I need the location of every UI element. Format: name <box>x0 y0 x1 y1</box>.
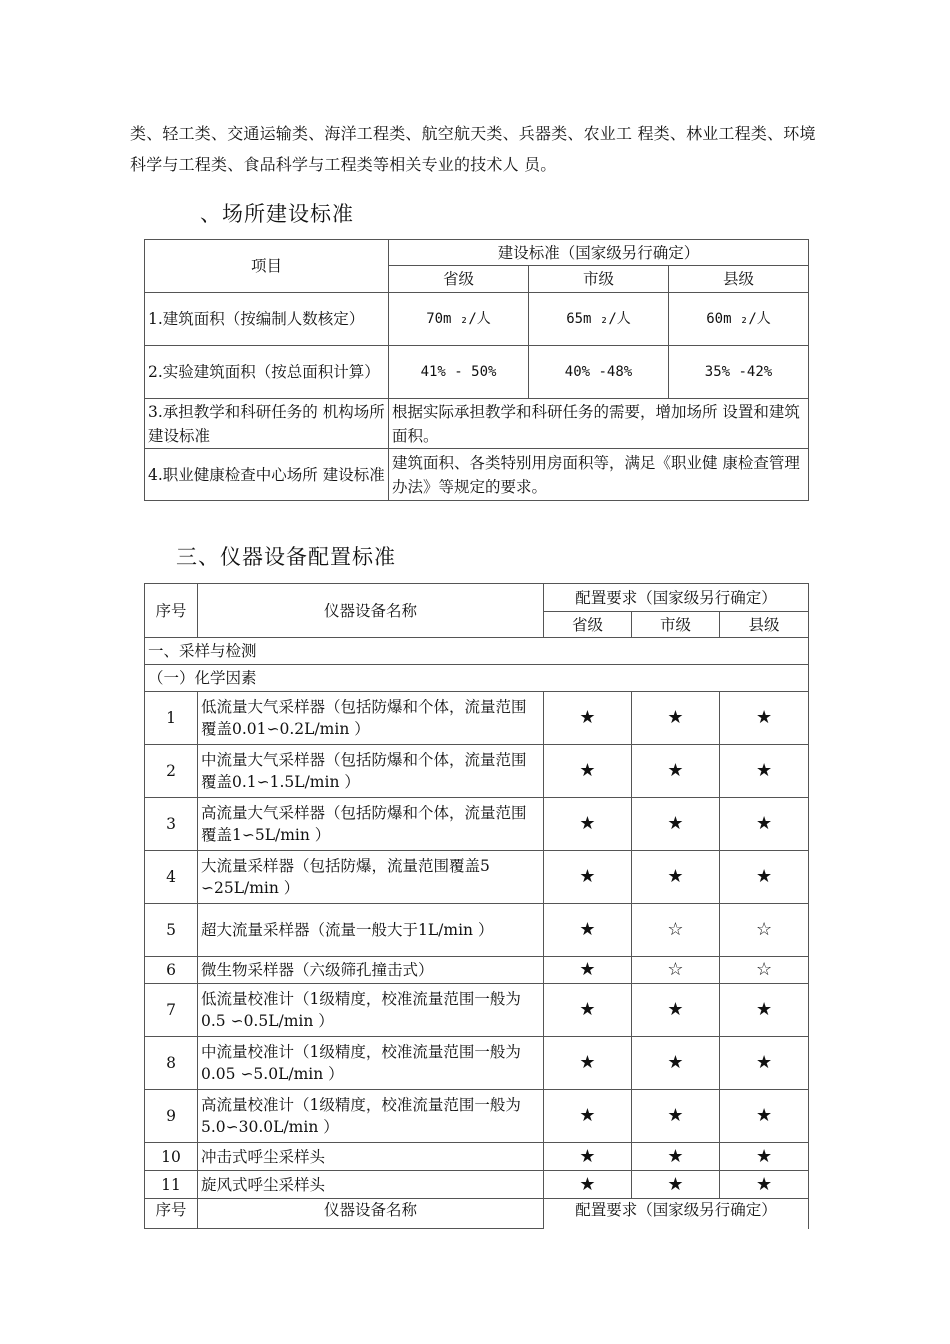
row-province-mark: ★ <box>544 1037 632 1090</box>
row-item: 3.承担教学和科研任务的 机构场所建设标准 <box>145 399 389 449</box>
header-county: 县级 <box>720 612 809 638</box>
footer-name: 仪器设备名称 <box>198 1199 544 1229</box>
group-row <box>145 638 809 665</box>
row-no: 2 <box>145 745 198 798</box>
row-county-mark: ☆ <box>720 957 809 984</box>
row-name: 高流量大气采样器（包括防爆和个体，流量范围覆盖1∽5L/min ） <box>198 798 544 851</box>
row-county-mark: ★ <box>720 1171 809 1199</box>
header-province: 省级 <box>389 266 529 293</box>
row-province-mark: ★ <box>544 957 632 984</box>
row-no: 6 <box>145 957 198 984</box>
row-province-mark: ★ <box>544 1171 632 1199</box>
table-row <box>145 1143 809 1171</box>
header-city: 市级 <box>529 266 669 293</box>
row-county-mark: ★ <box>720 692 809 745</box>
table-row <box>145 399 809 449</box>
row-province-mark: ★ <box>544 798 632 851</box>
row-city-mark: ★ <box>632 1037 720 1090</box>
group-sampling: 一、采样与检测 <box>145 638 809 665</box>
row-item: 2.实验建筑面积（按总面积计算） <box>145 346 389 399</box>
row-province-mark: ★ <box>544 1143 632 1171</box>
row-no: 1 <box>145 692 198 745</box>
row-name: 中流量大气采样器（包括防爆和个体，流量范围覆盖0.1∽1.5L/min ） <box>198 745 544 798</box>
header-standard: 建设标准（国家级另行确定） <box>389 240 809 266</box>
section-heading-site-standard: 、场所建设标准 <box>200 202 354 226</box>
row-county: 35% -42% <box>669 346 809 399</box>
table-row <box>145 984 809 1037</box>
row-city-mark: ★ <box>632 692 720 745</box>
row-city-mark: ★ <box>632 851 720 904</box>
row-name: 低流量校准计（1级精度，校准流量范围一般为 0.5 ∽0.5L/min ） <box>198 984 544 1037</box>
row-county-mark: ★ <box>720 984 809 1037</box>
row-no: 5 <box>145 904 198 957</box>
row-text: 根据实际承担教学和科研任务的需要，增加场所 设置和建筑面积。 <box>389 399 809 449</box>
row-no: 10 <box>145 1143 198 1171</box>
row-name: 旋风式呼尘采样头 <box>198 1171 544 1199</box>
table-row <box>145 692 809 745</box>
equipment-table <box>144 583 809 1229</box>
row-city-mark: ★ <box>632 1171 720 1199</box>
row-county-mark: ★ <box>720 1037 809 1090</box>
row-county-mark: ★ <box>720 798 809 851</box>
row-city-mark: ★ <box>632 1143 720 1171</box>
row-city-mark: ★ <box>632 1090 720 1143</box>
table-header-row <box>145 240 809 266</box>
row-item: 4.职业健康检查中心场所 建设标准 <box>145 449 389 501</box>
table-row <box>145 1037 809 1090</box>
row-county: 60m ₂/人 <box>669 293 809 346</box>
table-row <box>145 745 809 798</box>
row-county-mark: ★ <box>720 1090 809 1143</box>
section-heading-equipment-standard: 三、仪器设备配置标准 <box>176 545 396 569</box>
header-name: 仪器设备名称 <box>198 584 544 638</box>
row-no: 8 <box>145 1037 198 1090</box>
table-row <box>145 798 809 851</box>
row-name: 冲击式呼尘采样头 <box>198 1143 544 1171</box>
row-no: 11 <box>145 1171 198 1199</box>
row-county-mark: ☆ <box>720 904 809 957</box>
row-name: 低流量大气采样器（包括防爆和个体，流量范围覆盖0.01∽0.2L/min ） <box>198 692 544 745</box>
header-no: 序号 <box>145 584 198 638</box>
header-item: 项目 <box>145 240 389 293</box>
row-province: 70m ₂/人 <box>389 293 529 346</box>
row-province: 41% - 50% <box>389 346 529 399</box>
row-no: 7 <box>145 984 198 1037</box>
table-row <box>145 957 809 984</box>
row-county-mark: ★ <box>720 1143 809 1171</box>
group-row <box>145 665 809 692</box>
row-no: 4 <box>145 851 198 904</box>
row-city-mark: ★ <box>632 798 720 851</box>
header-city: 市级 <box>632 612 720 638</box>
table-row <box>145 293 809 346</box>
row-item: 1.建筑面积（按编制人数核定） <box>145 293 389 346</box>
row-name: 大流量采样器（包括防爆，流量范围覆盖5 ∽25L/min ） <box>198 851 544 904</box>
row-city: 65m ₂/人 <box>529 293 669 346</box>
table-row <box>145 449 809 501</box>
row-no: 9 <box>145 1090 198 1143</box>
row-name: 微生物采样器（六级筛孔撞击式） <box>198 957 544 984</box>
row-city: 40% -48% <box>529 346 669 399</box>
row-province-mark: ★ <box>544 1090 632 1143</box>
header-req: 配置要求（国家级另行确定） <box>544 584 809 612</box>
row-name: 中流量校准计（1级精度，校准流量范围一般为 0.05 ∽5.0L/min ） <box>198 1037 544 1090</box>
row-province-mark: ★ <box>544 904 632 957</box>
footer-no: 序号 <box>145 1199 198 1229</box>
table-row <box>145 1171 809 1199</box>
row-province-mark: ★ <box>544 851 632 904</box>
row-province-mark: ★ <box>544 692 632 745</box>
row-text: 建筑面积、各类特别用房面积等，满足《职业健 康检查管理办法》等规定的要求。 <box>389 449 809 501</box>
table-row <box>145 346 809 399</box>
footer-req: 配置要求（国家级另行确定） <box>544 1199 809 1229</box>
row-city-mark: ☆ <box>632 904 720 957</box>
row-name: 超大流量采样器（流量一般大于1L/min ） <box>198 904 544 957</box>
row-county-mark: ★ <box>720 851 809 904</box>
table-header-row <box>145 584 809 612</box>
row-county-mark: ★ <box>720 745 809 798</box>
row-city-mark: ★ <box>632 745 720 798</box>
row-city-mark: ☆ <box>632 957 720 984</box>
table-footer-row <box>145 1199 809 1229</box>
row-name: 高流量校准计（1级精度，校准流量范围一般为 5.0∽30.0L/min ） <box>198 1090 544 1143</box>
intro-paragraph: 类、轻工类、交通运输类、海洋工程类、航空航天类、兵器类、农业工 程类、林业工程类、环境科学与工程类、食品科学与工程类等相关专业的技术人 员。 <box>130 124 816 174</box>
table-row <box>145 851 809 904</box>
header-province: 省级 <box>544 612 632 638</box>
header-county: 县级 <box>669 266 809 293</box>
row-no: 3 <box>145 798 198 851</box>
table-row <box>145 1090 809 1143</box>
group-chemical: （一）化学因素 <box>145 665 809 692</box>
site-standard-table <box>144 239 809 501</box>
row-province-mark: ★ <box>544 984 632 1037</box>
row-province-mark: ★ <box>544 745 632 798</box>
row-city-mark: ★ <box>632 984 720 1037</box>
table-row <box>145 904 809 957</box>
